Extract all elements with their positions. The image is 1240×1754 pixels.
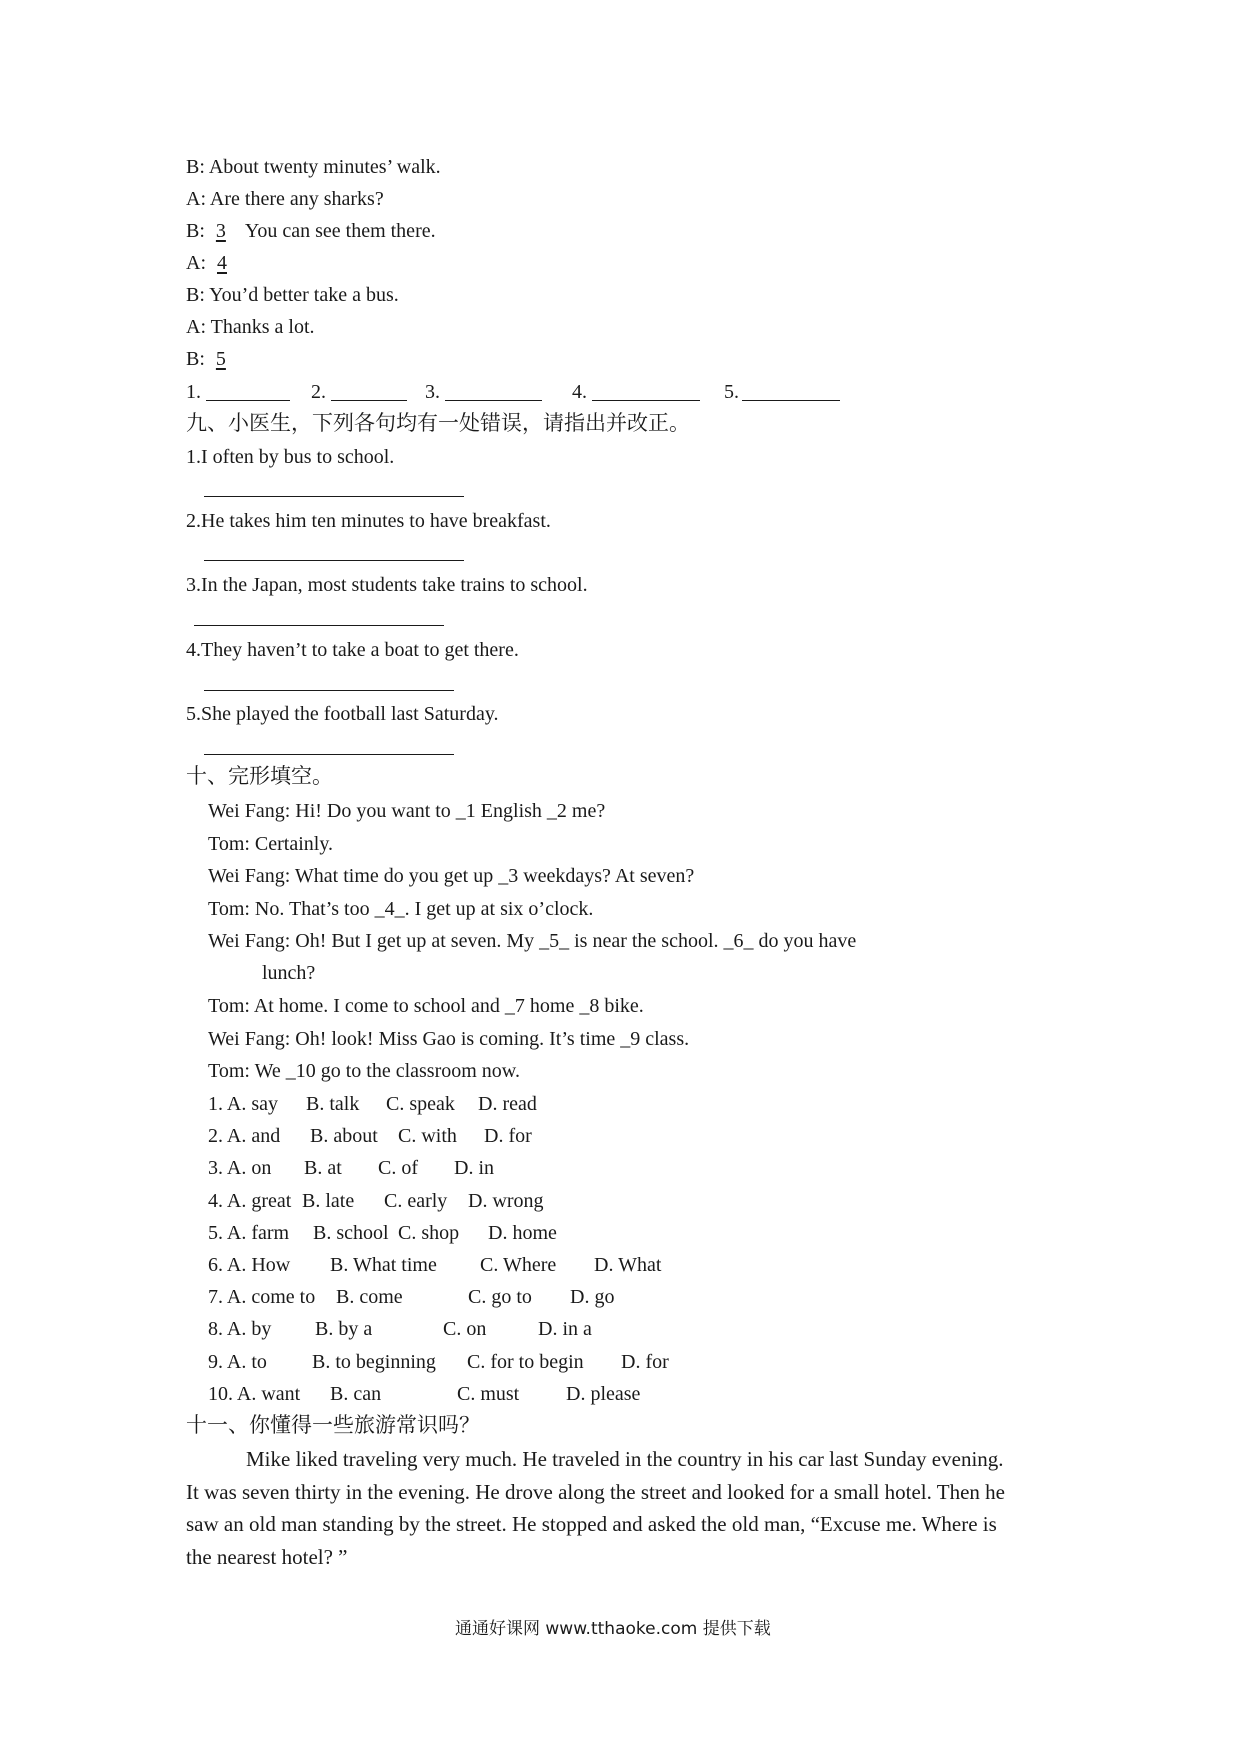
correction-line — [204, 754, 454, 755]
answer-line — [592, 400, 700, 401]
option-d: D. What — [594, 1254, 662, 1276]
option-a: 6. A. How — [208, 1254, 291, 1276]
error-sentence: 1.I often by bus to school. — [186, 446, 395, 468]
option-c: C. of — [378, 1157, 418, 1179]
option-c: C. must — [457, 1383, 520, 1405]
option-d: D. please — [566, 1383, 641, 1405]
dialogue-line: B: You’d better take a bus. — [186, 284, 399, 306]
dialogue-line: B: About twenty minutes’ walk. — [186, 156, 441, 178]
section-title: 十一、你懂得一些旅游常识吗？ — [186, 1413, 480, 1437]
dialogue-line: B: 3 You can see them there. — [186, 220, 436, 242]
option-d: D. home — [488, 1222, 557, 1244]
correction-line — [204, 690, 454, 691]
option-a: 7. A. come to — [208, 1286, 316, 1308]
option-c: C. on — [443, 1318, 487, 1340]
paragraph-line: It was seven thirty in the evening. He drove along the street and looked for a small hotel. Then he — [186, 1480, 1005, 1504]
option-b: B. about — [310, 1125, 378, 1147]
option-a: 8. A. by — [208, 1318, 272, 1340]
option-b: B. come — [336, 1286, 403, 1308]
option-d: D. for — [621, 1351, 669, 1373]
answer-label: 2. — [311, 381, 326, 403]
option-d: D. in a — [538, 1318, 592, 1340]
error-sentence: 2.He takes him ten minutes to have breakfast. — [186, 510, 551, 532]
answer-label: 4. — [572, 381, 587, 403]
answer-line — [206, 400, 290, 401]
page-footer: 通通好课网 www.tthaoke.com 提供下载 — [455, 1619, 771, 1639]
paragraph-line: saw an old man standing by the street. He stopped and asked the old man, “Excuse me. Where is — [186, 1512, 997, 1536]
dialogue-line: A: Thanks a lot. — [186, 316, 315, 338]
cloze-line: Wei Fang: Oh! look! Miss Gao is coming. It’s time _9 class. — [208, 1028, 690, 1050]
answer-line — [445, 400, 542, 401]
answer-label: 3. — [425, 381, 440, 403]
option-c: C. Where — [480, 1254, 557, 1276]
error-sentence: 4.They haven’t to take a boat to get there. — [186, 639, 519, 661]
option-b: B. school — [313, 1222, 389, 1244]
option-d: D. in — [454, 1157, 494, 1179]
option-a: 2. A. and — [208, 1125, 281, 1147]
option-b: B. to beginning — [312, 1351, 436, 1373]
option-d: D. for — [484, 1125, 532, 1147]
correction-line — [204, 496, 464, 497]
option-c: C. with — [398, 1125, 457, 1147]
option-c: C. early — [384, 1190, 448, 1212]
cloze-line: Tom: No. That’s too _4_. I get up at six o’clock. — [208, 898, 594, 920]
answer-label: 1. — [186, 381, 201, 403]
option-b: B. at — [304, 1157, 342, 1179]
dialogue-line: A: 4 — [186, 253, 237, 273]
cloze-line: Tom: At home. I come to school and _7 home _8 bike. — [208, 995, 644, 1017]
option-b: B. by a — [315, 1318, 373, 1340]
option-a: 5. A. farm — [208, 1222, 290, 1244]
option-d: D. read — [478, 1093, 537, 1115]
blank-number: 3 — [215, 220, 226, 242]
paragraph-line: the nearest hotel? ” — [186, 1545, 348, 1569]
option-a: 4. A. great — [208, 1190, 292, 1212]
cloze-line: Wei Fang: Hi! Do you want to _1 English _2 me? — [208, 800, 606, 822]
answer-label: 5. — [724, 381, 739, 403]
answer-line — [742, 400, 840, 401]
option-a: 10. A. want — [208, 1383, 301, 1405]
error-sentence: 5.She played the football last Saturday. — [186, 703, 499, 725]
dialogue-line: B: 5 — [186, 349, 232, 369]
correction-line — [204, 560, 464, 561]
correction-line — [194, 625, 444, 626]
cloze-line: Tom: Certainly. — [208, 833, 334, 855]
option-d: D. go — [570, 1286, 615, 1308]
section-title: 九、小医生，下列各句均有一处错误，请指出并改正。 — [186, 411, 690, 435]
cloze-line: Tom: We _10 go to the classroom now. — [208, 1060, 520, 1082]
option-a: 9. A. to — [208, 1351, 267, 1373]
section-title: 十、完形填空。 — [186, 764, 333, 788]
answer-line — [331, 400, 407, 401]
blank-number: 4 — [217, 252, 227, 274]
option-d: D. wrong — [468, 1190, 544, 1212]
error-sentence: 3.In the Japan, most students take trains to school. — [186, 574, 588, 596]
option-b: B. talk — [306, 1093, 360, 1115]
option-c: C. shop — [398, 1222, 460, 1244]
option-c: C. go to — [468, 1286, 532, 1308]
dialogue-line: A: Are there any sharks? — [186, 188, 384, 210]
option-c: C. speak — [386, 1093, 455, 1115]
option-c: C. for to begin — [467, 1351, 584, 1373]
paragraph-line: Mike liked traveling very much. He traveled in the country in his car last Sunday evening. — [246, 1447, 1004, 1471]
option-b: B. late — [302, 1190, 355, 1212]
cloze-line: Wei Fang: Oh! But I get up at seven. My _5_ is near the school. _6_ do you have — [208, 930, 857, 952]
cloze-line: Wei Fang: What time do you get up _3 weekdays? At seven? — [208, 865, 695, 887]
blank-number: 5 — [215, 348, 226, 370]
option-a: 1. A. say — [208, 1093, 278, 1115]
option-b: B. can — [330, 1383, 382, 1405]
option-b: B. What time — [330, 1254, 437, 1276]
option-a: 3. A. on — [208, 1157, 272, 1179]
cloze-line: lunch? — [262, 962, 316, 984]
